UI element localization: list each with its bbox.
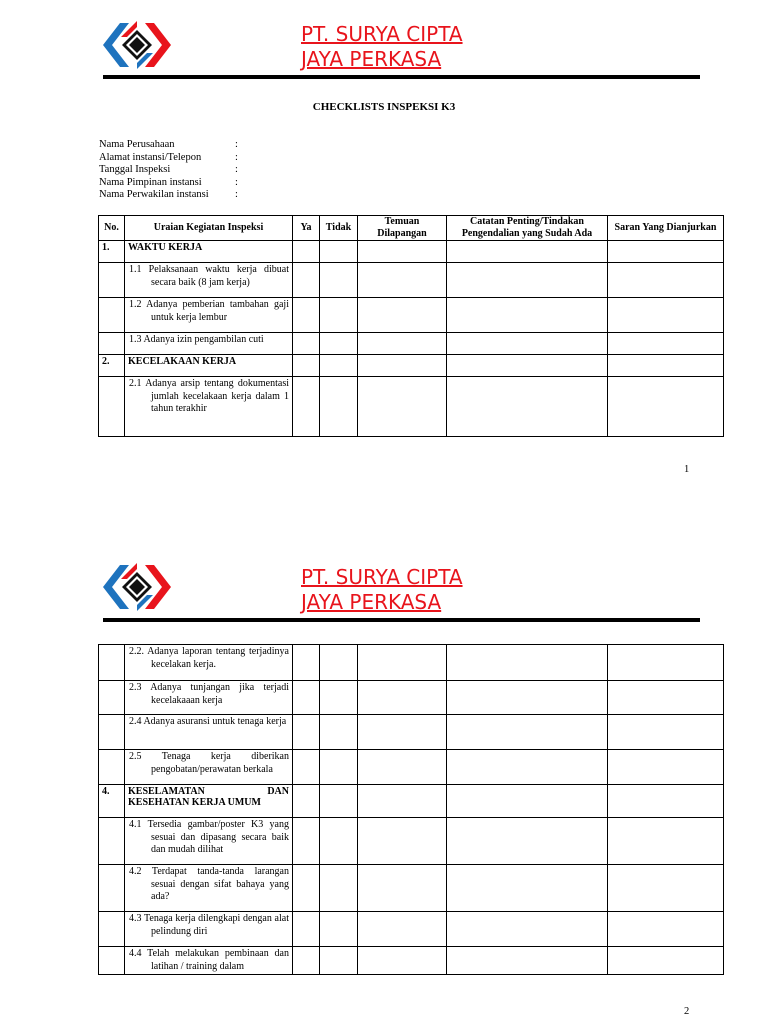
table-row bbox=[99, 715, 724, 750]
item-text: 2.3 Adanya tunjangan jika terjadi kecelakaaan kerja bbox=[129, 682, 289, 706]
cell-ya[interactable] bbox=[293, 355, 320, 377]
cell-ya[interactable] bbox=[293, 750, 320, 785]
table-row bbox=[99, 750, 724, 785]
company-name-line1: PT. SURYA CIPTA bbox=[301, 565, 463, 589]
row-text bbox=[125, 715, 293, 750]
header-no: No. bbox=[99, 216, 125, 241]
item-text: 1.3 Adanya izin pengambilan cuti bbox=[129, 334, 264, 345]
row-text bbox=[125, 750, 293, 785]
row-no bbox=[99, 865, 125, 912]
row-no: 1. bbox=[99, 241, 125, 263]
table-row bbox=[99, 818, 724, 865]
item-text: 1.2 Adanya pemberian tambahan gaji untuk kerja lembur bbox=[129, 299, 289, 323]
row-no: 2. bbox=[99, 355, 125, 377]
cell-ya[interactable] bbox=[293, 681, 320, 715]
company-name bbox=[301, 565, 463, 614]
cell-ya[interactable] bbox=[293, 865, 320, 912]
checklist-table-page1 bbox=[98, 215, 724, 437]
item-text: 2.2. Adanya laporan tentang terjadinya kecelakan kerja. bbox=[129, 646, 289, 670]
cell-ya[interactable] bbox=[293, 818, 320, 865]
table-row bbox=[99, 298, 724, 333]
cell-saran[interactable] bbox=[608, 355, 724, 377]
cell-catatan[interactable] bbox=[447, 241, 608, 263]
header-rule bbox=[103, 618, 700, 622]
company-logo bbox=[102, 15, 172, 75]
info-label: Tanggal Inspeksi bbox=[99, 164, 171, 175]
info-row bbox=[99, 164, 238, 177]
cell-catatan[interactable] bbox=[447, 912, 608, 947]
table-row bbox=[99, 355, 724, 377]
cell-tidak[interactable] bbox=[320, 947, 358, 975]
cell-tidak[interactable] bbox=[320, 298, 358, 333]
info-sep: : bbox=[235, 164, 238, 175]
info-sep: : bbox=[235, 189, 238, 200]
company-logo bbox=[102, 557, 172, 617]
row-text bbox=[125, 818, 293, 865]
header-ya: Ya bbox=[293, 216, 320, 241]
cell-tidak[interactable] bbox=[320, 645, 358, 681]
cell-tidak[interactable] bbox=[320, 377, 358, 437]
cell-ya[interactable] bbox=[293, 645, 320, 681]
cell-catatan[interactable] bbox=[447, 785, 608, 818]
info-label: Alamat instansi/Telepon bbox=[99, 151, 202, 163]
info-label: Nama Pimpinan instansi bbox=[99, 176, 202, 188]
cell-temuan[interactable] bbox=[358, 715, 447, 750]
cell-saran[interactable] bbox=[608, 947, 724, 975]
info-label: Nama Perwakilan instansi bbox=[99, 189, 209, 200]
row-text bbox=[125, 912, 293, 947]
table-row bbox=[99, 947, 724, 975]
row-no: 4. bbox=[99, 785, 125, 818]
cell-temuan[interactable] bbox=[358, 865, 447, 912]
item-text: 4.4 Telah melakukan pembinaan dan latihan / training dalam bbox=[129, 948, 289, 972]
row-text bbox=[125, 865, 293, 912]
document-title: CHECKLISTS INSPEKSI K3 bbox=[312, 101, 456, 113]
cell-catatan[interactable] bbox=[447, 298, 608, 333]
cell-tidak[interactable] bbox=[320, 241, 358, 263]
table-row bbox=[99, 263, 724, 298]
row-no bbox=[99, 298, 125, 333]
cell-temuan[interactable] bbox=[358, 355, 447, 377]
cell-temuan[interactable] bbox=[358, 947, 447, 975]
checklist-table-page2 bbox=[98, 644, 724, 975]
row-text bbox=[125, 377, 293, 437]
cell-catatan[interactable] bbox=[447, 377, 608, 437]
cell-catatan[interactable] bbox=[447, 333, 608, 355]
item-text: 2.1 Adanya arsip tentang dokumentasi jumlah kecelakaan kerja dalam 1 tahun terakhir bbox=[129, 378, 289, 414]
cell-catatan[interactable] bbox=[447, 818, 608, 865]
cell-temuan[interactable] bbox=[358, 785, 447, 818]
company-name bbox=[301, 22, 463, 71]
cell-temuan[interactable] bbox=[358, 241, 447, 263]
cell-temuan[interactable] bbox=[358, 818, 447, 865]
cell-catatan[interactable] bbox=[447, 681, 608, 715]
header-uraian: Uraian Kegiatan Inspeksi bbox=[125, 216, 293, 241]
row-no bbox=[99, 263, 125, 298]
cell-saran[interactable] bbox=[608, 865, 724, 912]
table-row bbox=[99, 333, 724, 355]
cell-ya[interactable] bbox=[293, 241, 320, 263]
item-text: 2.4 Adanya asuransi untuk tenaga kerja bbox=[129, 716, 287, 727]
cell-tidak[interactable] bbox=[320, 333, 358, 355]
item-text: 2.5 Tenaga kerja diberikan pengobatan/perawatan berkala bbox=[129, 751, 289, 775]
table-row bbox=[99, 241, 724, 263]
cell-saran[interactable] bbox=[608, 333, 724, 355]
cell-temuan[interactable] bbox=[358, 377, 447, 437]
info-sep: : bbox=[235, 151, 238, 163]
cell-saran[interactable] bbox=[608, 681, 724, 715]
info-row bbox=[99, 177, 238, 190]
row-text bbox=[125, 333, 293, 355]
cell-catatan[interactable] bbox=[447, 715, 608, 750]
cell-tidak[interactable] bbox=[320, 865, 358, 912]
info-row bbox=[99, 152, 238, 165]
header-temuan: Temuan Dilapangan bbox=[358, 216, 447, 241]
row-no bbox=[99, 750, 125, 785]
row-no bbox=[99, 333, 125, 355]
cell-ya[interactable] bbox=[293, 333, 320, 355]
cell-saran[interactable] bbox=[608, 298, 724, 333]
info-row bbox=[99, 139, 238, 152]
cell-saran[interactable] bbox=[608, 818, 724, 865]
row-text bbox=[125, 947, 293, 975]
cell-tidak[interactable] bbox=[320, 681, 358, 715]
row-no bbox=[99, 947, 125, 975]
info-block bbox=[99, 139, 238, 202]
cell-temuan[interactable] bbox=[358, 298, 447, 333]
cell-tidak[interactable] bbox=[320, 818, 358, 865]
info-sep: : bbox=[235, 139, 238, 150]
cell-ya[interactable] bbox=[293, 263, 320, 298]
cell-ya[interactable] bbox=[293, 947, 320, 975]
cell-ya[interactable] bbox=[293, 785, 320, 818]
item-text: 4.1 Tersedia gambar/poster K3 yang sesuai dan dipasang secara baik dan mudah dilihat bbox=[129, 819, 289, 855]
row-no bbox=[99, 377, 125, 437]
cell-temuan[interactable] bbox=[358, 333, 447, 355]
header-saran: Saran Yang Dianjurkan bbox=[608, 216, 724, 241]
cell-temuan[interactable] bbox=[358, 750, 447, 785]
cell-saran[interactable] bbox=[608, 263, 724, 298]
cell-ya[interactable] bbox=[293, 912, 320, 947]
row-text bbox=[125, 645, 293, 681]
company-name-line1: PT. SURYA CIPTA bbox=[301, 22, 463, 46]
page-number-2: 2 bbox=[684, 1006, 690, 1017]
item-text: 1.1 Pelaksanaan waktu kerja dibuat secara baik (8 jam kerja) bbox=[129, 264, 289, 288]
cell-temuan[interactable] bbox=[358, 912, 447, 947]
row-text bbox=[125, 263, 293, 298]
table-row bbox=[99, 785, 724, 818]
row-no bbox=[99, 681, 125, 715]
cell-saran[interactable] bbox=[608, 645, 724, 681]
cell-temuan[interactable] bbox=[358, 645, 447, 681]
info-sep: : bbox=[235, 176, 238, 188]
info-label: Nama Perusahaan bbox=[99, 139, 175, 150]
cell-ya[interactable] bbox=[293, 298, 320, 333]
page-number-1: 1 bbox=[684, 464, 690, 475]
cell-tidak[interactable] bbox=[320, 715, 358, 750]
cell-temuan[interactable] bbox=[358, 681, 447, 715]
cell-catatan[interactable] bbox=[447, 355, 608, 377]
row-text: KECELAKAAN KERJA bbox=[125, 355, 293, 377]
cell-catatan[interactable] bbox=[447, 263, 608, 298]
cell-ya[interactable] bbox=[293, 715, 320, 750]
row-text bbox=[125, 681, 293, 715]
row-no bbox=[99, 818, 125, 865]
cell-catatan[interactable] bbox=[447, 865, 608, 912]
cell-saran[interactable] bbox=[608, 750, 724, 785]
table-row bbox=[99, 377, 724, 437]
cell-temuan[interactable] bbox=[358, 263, 447, 298]
cell-tidak[interactable] bbox=[320, 912, 358, 947]
company-name-line2: JAYA PERKASA bbox=[301, 47, 442, 71]
item-text: 4.2 Terdapat tanda-tanda larangan sesuai dengan sifat bahaya yang ada? bbox=[129, 866, 289, 902]
cell-tidak[interactable] bbox=[320, 750, 358, 785]
header-catatan: Catatan Penting/Tindakan Pengendalian yang Sudah Ada bbox=[447, 216, 608, 241]
row-text: KESELAMATAN DAN KESEHATAN KERJA UMUM bbox=[125, 785, 293, 818]
row-no bbox=[99, 715, 125, 750]
company-name-line2: JAYA PERKASA bbox=[301, 590, 442, 614]
cell-tidak[interactable] bbox=[320, 785, 358, 818]
item-clip bbox=[129, 948, 289, 973]
table-row bbox=[99, 681, 724, 715]
cell-catatan[interactable] bbox=[447, 750, 608, 785]
cell-saran[interactable] bbox=[608, 912, 724, 947]
table-row bbox=[99, 865, 724, 912]
cell-saran[interactable] bbox=[608, 241, 724, 263]
item-text: 4.3 Tenaga kerja dilengkapi dengan alat pelindung diri bbox=[129, 913, 289, 937]
cell-saran[interactable] bbox=[608, 785, 724, 818]
row-no bbox=[99, 645, 125, 681]
cell-saran[interactable] bbox=[608, 377, 724, 437]
cell-tidak[interactable] bbox=[320, 263, 358, 298]
table-row bbox=[99, 912, 724, 947]
cell-tidak[interactable] bbox=[320, 355, 358, 377]
info-row bbox=[99, 189, 238, 202]
header-tidak: Tidak bbox=[320, 216, 358, 241]
row-no bbox=[99, 912, 125, 947]
cell-saran[interactable] bbox=[608, 715, 724, 750]
table-header-row bbox=[99, 216, 724, 241]
row-text: WAKTU KERJA bbox=[125, 241, 293, 263]
cell-catatan[interactable] bbox=[447, 645, 608, 681]
header-rule bbox=[103, 75, 700, 79]
table-row bbox=[99, 645, 724, 681]
row-text bbox=[125, 298, 293, 333]
cell-ya[interactable] bbox=[293, 377, 320, 437]
cell-catatan[interactable] bbox=[447, 947, 608, 975]
